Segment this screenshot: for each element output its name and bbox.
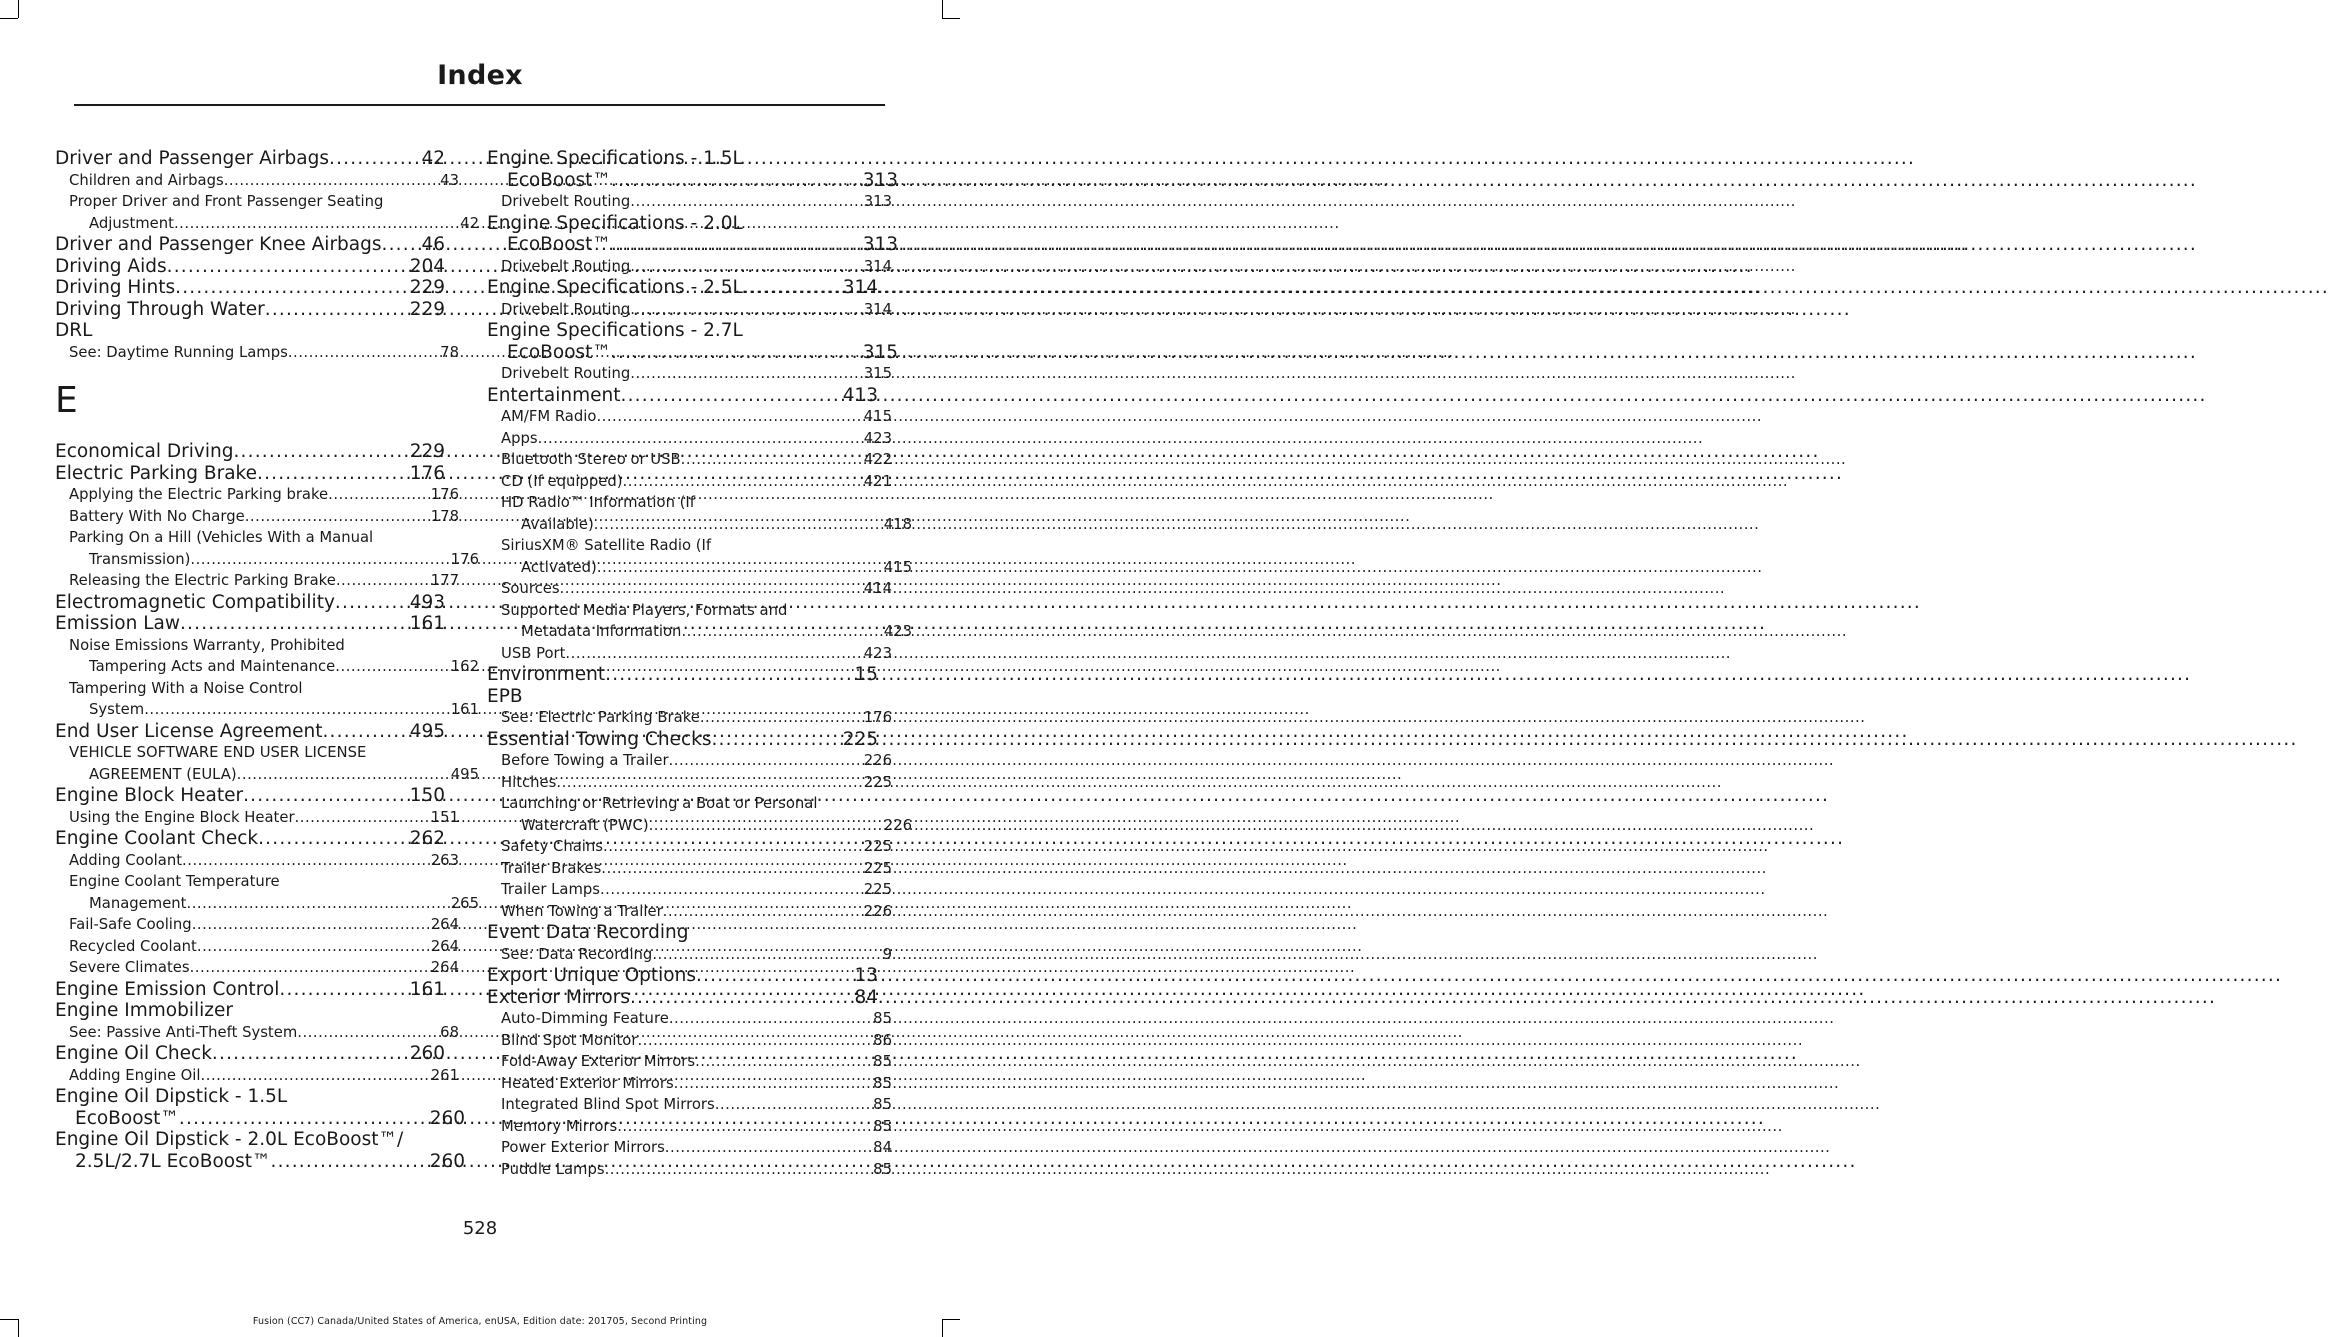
- index-subentry[interactable]: System ..... 161: [55, 699, 479, 721]
- index-entry-heading: Engine Specifications - 2.7L: [487, 320, 743, 341]
- index-subentry[interactable]: Adding Engine Oil ..... 261: [55, 1065, 459, 1087]
- index-entry-heading: Engine Specifications - 2.0L: [487, 212, 743, 234]
- index-entry[interactable]: Engine Oil Check ..... 260: [55, 1043, 445, 1065]
- index-entry-heading: Engine Oil Dipstick - 2.0L EcoBoost™/: [55, 1129, 404, 1150]
- index-entry[interactable]: Export Unique Options ..... 13: [487, 965, 878, 987]
- edition-footer: Fusion (CC7) Canada/United States of America, enUSA, Edition date: 201705, Second Printing: [252, 1316, 708, 1327]
- index-subentry[interactable]: Activated) ..... 415: [487, 557, 912, 579]
- index-subentry[interactable]: Transmission) ..... 176: [55, 549, 479, 571]
- index-entry-heading: Engine Oil Dipstick - 1.5L: [55, 1086, 288, 1107]
- index-subentry[interactable]: Hitches ..... 225: [487, 772, 892, 794]
- index-subentry[interactable]: AM/FM Radio ..... 415: [487, 406, 892, 428]
- index-entry[interactable]: Driving Hints ..... 229: [55, 277, 445, 299]
- index-subentry[interactable]: Drivebelt Routing ..... 314: [487, 256, 892, 278]
- section-letter: E: [55, 380, 78, 421]
- index-subentry-line: Engine Coolant Temperature: [69, 873, 280, 890]
- index-subentry[interactable]: Before Towing a Trailer ..... 226: [487, 750, 892, 772]
- index-entry[interactable]: Driver and Passenger Airbags ..... 42: [55, 148, 445, 170]
- index-subentry-line: HD Radio™ Information (If: [501, 494, 696, 511]
- index-subentry-line: Supported Media Players, Formats and: [501, 601, 788, 619]
- index-subentry[interactable]: Watercraft (PWC) ..... 226: [487, 815, 912, 837]
- index-subentry[interactable]: Trailer Brakes ..... 225: [487, 858, 892, 880]
- index-entry[interactable]: Engine Specifications - 2.5L ..... 314: [487, 277, 878, 299]
- index-entry-heading: Engine Specifications - 1.5L: [487, 148, 743, 169]
- index-subentry[interactable]: Management ..... 265: [55, 893, 479, 915]
- index-entry[interactable]: Electromagnetic Compatibility ..... 493: [55, 592, 445, 614]
- index-subentry[interactable]: Apps ..... 423: [487, 428, 892, 450]
- index-subentry[interactable]: USB Port ..... 423: [487, 643, 892, 665]
- index-subentry-line: VEHICLE SOFTWARE END USER LICENSE: [69, 744, 367, 761]
- index-entry[interactable]: End User License Agreement ..... 495: [55, 721, 445, 743]
- index-subentry[interactable]: Fail-Safe Cooling ..... 264: [55, 914, 459, 936]
- index-subentry[interactable]: Memory Mirrors ..... 85: [487, 1116, 892, 1138]
- index-subentry[interactable]: Adjustment ..... 42: [55, 213, 479, 235]
- index-subentry[interactable]: CD (If equipped) ..... 421: [487, 471, 892, 493]
- index-subentry[interactable]: See: Passive Anti-Theft System ..... 68: [55, 1022, 459, 1044]
- index-subentry[interactable]: AGREEMENT (EULA) ..... 495: [55, 764, 479, 786]
- index-entry[interactable]: Emission Law ..... 161: [55, 613, 445, 635]
- index-entry[interactable]: EcoBoost™ ..... 260: [55, 1108, 465, 1130]
- index-subentry[interactable]: Sources ..... 414: [487, 578, 892, 600]
- index-entry[interactable]: Engine Coolant Check ..... 262: [55, 828, 445, 850]
- index-subentry[interactable]: Safety Chains ..... 225: [487, 836, 892, 858]
- index-entry-heading: EPB: [487, 685, 523, 707]
- index-subentry[interactable]: Blind Spot Monitor ..... 86: [487, 1030, 892, 1052]
- index-subentry[interactable]: Heated Exterior Mirrors ..... 85: [487, 1073, 892, 1095]
- page-number: 528: [462, 1218, 498, 1239]
- index-entry[interactable]: Driving Aids ..... 204: [55, 256, 445, 278]
- index-entry-heading: DRL: [55, 320, 93, 341]
- index-subentry[interactable]: Tampering Acts and Maintenance ..... 162: [55, 656, 479, 678]
- crop-mark: [942, 0, 943, 18]
- index-subentry[interactable]: Children and Airbags ..... 43: [55, 170, 459, 192]
- index-subentry[interactable]: Applying the Electric Parking brake ..... 176: [55, 484, 459, 506]
- index-entry[interactable]: Exterior Mirrors ..... 84: [487, 987, 878, 1009]
- index-subentry[interactable]: See: Data Recording ..... 9: [487, 944, 892, 966]
- index-entry[interactable]: Environment ..... 15: [487, 664, 878, 686]
- index-subentry[interactable]: Adding Coolant ..... 263: [55, 850, 459, 872]
- index-subentry-line: Launching or Retrieving a Boat or Personal: [501, 795, 818, 812]
- crop-mark: [18, 0, 19, 18]
- index-subentry[interactable]: Fold-Away Exterior Mirrors ..... 85: [487, 1051, 892, 1073]
- index-subentry[interactable]: When Towing a Trailer ..... 226: [487, 901, 892, 923]
- index-subentry[interactable]: Available) ..... 418: [487, 514, 912, 536]
- index-subentry[interactable]: Integrated Blind Spot Mirrors ..... 85: [487, 1094, 892, 1116]
- index-subentry[interactable]: Battery With No Charge ..... 178: [55, 506, 459, 528]
- index-entry[interactable]: EcoBoost™ ..... 313: [487, 170, 898, 192]
- index-subentry[interactable]: Drivebelt Routing ..... 314: [487, 299, 892, 321]
- index-subentry[interactable]: Recycled Coolant ..... 264: [55, 936, 459, 958]
- index-subentry-line: SiriusXM® Satellite Radio (If: [501, 537, 712, 554]
- index-entry-heading: Event Data Recording: [487, 922, 689, 943]
- index-subentry[interactable]: Power Exterior Mirrors ..... 84: [487, 1137, 892, 1159]
- index-subentry[interactable]: Auto-Dimming Feature ..... 85: [487, 1008, 892, 1030]
- index-column-left: [55, 148, 479, 1172]
- index-entry[interactable]: Engine Block Heater ..... 150: [55, 785, 445, 807]
- index-entry[interactable]: Driving Through Water ..... 229: [55, 299, 445, 321]
- index-column-right: [487, 148, 912, 1180]
- index-entry[interactable]: Entertainment ..... 413: [487, 385, 878, 407]
- index-subentry-line: Proper Driver and Front Passenger Seating: [69, 193, 384, 210]
- index-subentry-line: Tampering With a Noise Control: [69, 679, 303, 697]
- index-subentry-line: Noise Emissions Warranty, Prohibited: [69, 636, 345, 654]
- index-entry[interactable]: Economical Driving ..... 229: [55, 441, 445, 463]
- index-subentry[interactable]: Trailer Lamps ..... 225: [487, 879, 892, 901]
- index-subentry[interactable]: Releasing the Electric Parking Brake ..... 177: [55, 570, 459, 592]
- index-entry[interactable]: EcoBoost™ ..... 313: [487, 234, 898, 256]
- crop-mark: [0, 18, 18, 19]
- header-rule: [74, 104, 885, 106]
- index-subentry[interactable]: Drivebelt Routing ..... 315: [487, 363, 892, 385]
- index-subentry-line: Parking On a Hill (Vehicles With a Manual: [69, 529, 374, 546]
- index-entry[interactable]: Engine Emission Control ..... 161: [55, 979, 445, 1001]
- index-entry-heading: Engine Immobilizer: [55, 1000, 233, 1021]
- index-subentry[interactable]: Metadata Information ..... 423: [487, 621, 912, 643]
- index-entry[interactable]: Driver and Passenger Knee Airbags ..... 46: [55, 234, 445, 256]
- index-subentry[interactable]: See: Electric Parking Brake ..... 176: [487, 707, 892, 729]
- page-title: Index: [437, 60, 523, 91]
- index-entry[interactable]: Essential Towing Checks ..... 225: [487, 729, 878, 751]
- index-entry[interactable]: 2.5L/2.7L EcoBoost™ ..... 260: [55, 1151, 465, 1173]
- index-entry[interactable]: Electric Parking Brake ..... 176: [55, 463, 445, 485]
- crop-mark: [942, 18, 960, 19]
- index-subentry[interactable]: Severe Climates ..... 264: [55, 957, 459, 979]
- index-subentry[interactable]: See: Daytime Running Lamps ..... 78: [55, 342, 459, 364]
- index-subentry[interactable]: Puddle Lamps ..... 85: [487, 1159, 892, 1181]
- index-entry[interactable]: EcoBoost™ ..... 315: [487, 342, 898, 364]
- index-subentry[interactable]: Using the Engine Block Heater ..... 151: [55, 807, 459, 829]
- index-subentry[interactable]: Bluetooth Stereo or USB ..... 422: [487, 449, 892, 471]
- index-subentry[interactable]: Drivebelt Routing ..... 313: [487, 191, 892, 213]
